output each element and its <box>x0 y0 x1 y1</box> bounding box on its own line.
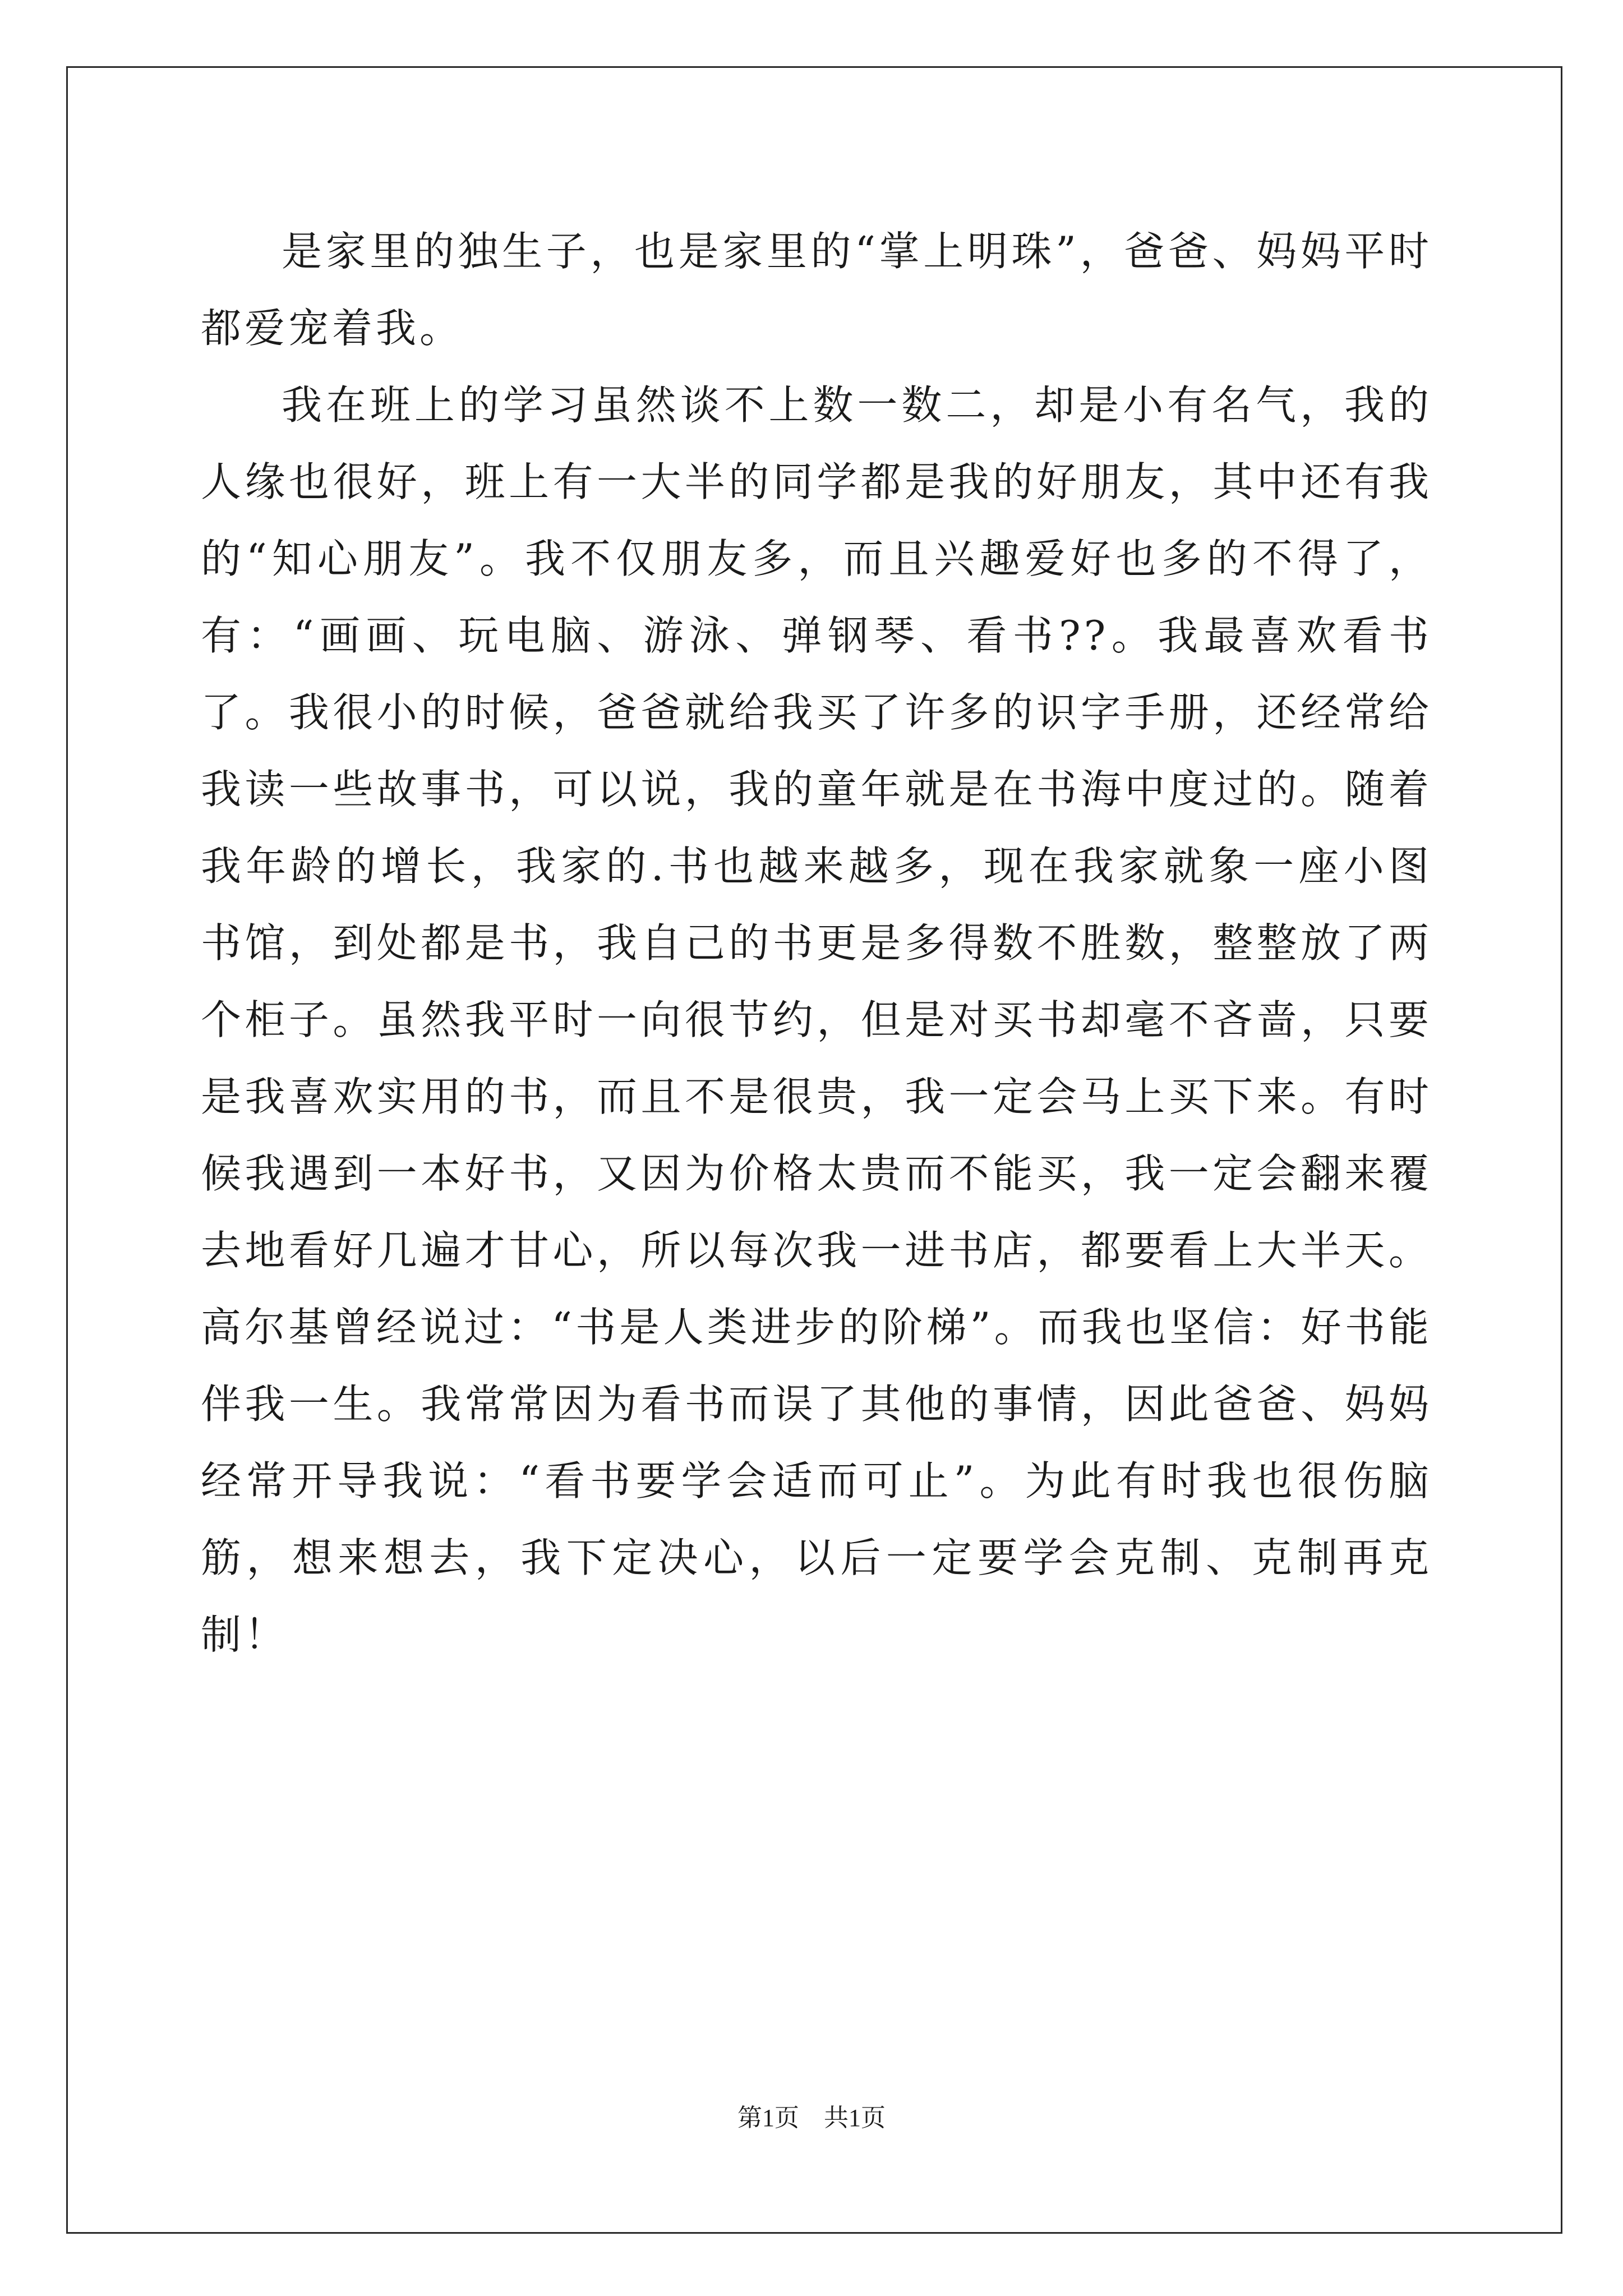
paragraph-2: 我在班上的学习虽然谈不上数一数二，却是小有名气，我的人缘也很好，班上有一大半的同学都是我的好朋友，其中还有我的“知心朋友”。我不仅朋友多，而且兴趣爱好也多的不得了，有：“画画、玩电脑、游泳、弹钢琴、看书??。我最喜欢看书了。我很小的时候，爸爸就给我买了许多的识字手册，还经常给我读一些故事书，可以说，我的童年就是在书海中度过的。随着我年龄的增长，我家的.书也越来越多，现在我家就象一座小图书馆，到处都是书，我自己的书更是多得数不胜数，整整放了两个柜子。虽然我平时一向很节约，但是对买书却毫不吝啬，只要是我喜欢实用的书，而且不是很贵，我一定会马上买下来。有时候我遇到一本好书，又因为价格太贵而不能买，我一定会翻来覆去地看好几遍才甘心，所以每次我一进书店，都要看上大半天。高尔基曾经说过：“书是人类进步的阶梯”。而我也坚信：好书能伴我一生。我常常因为看书而误了其他的事情，因此爸爸、妈妈经常开导我说：“看书要学会适而可止”。为此有时我也很伤脑筋，想来想去，我下定决心，以后一定要学会克制、克制再克制！ <box>201 381 1432 1658</box>
document-body <box>201 213 1432 1673</box>
page-total: 共1页 <box>824 2104 886 2132</box>
page-footer <box>0 2101 1623 2135</box>
paragraph-1: 是家里的独生子，也是家里的“掌上明珠”，爸爸、妈妈平时都爱宠着我。 <box>201 228 1432 352</box>
page-number: 第1页 <box>737 2104 799 2132</box>
